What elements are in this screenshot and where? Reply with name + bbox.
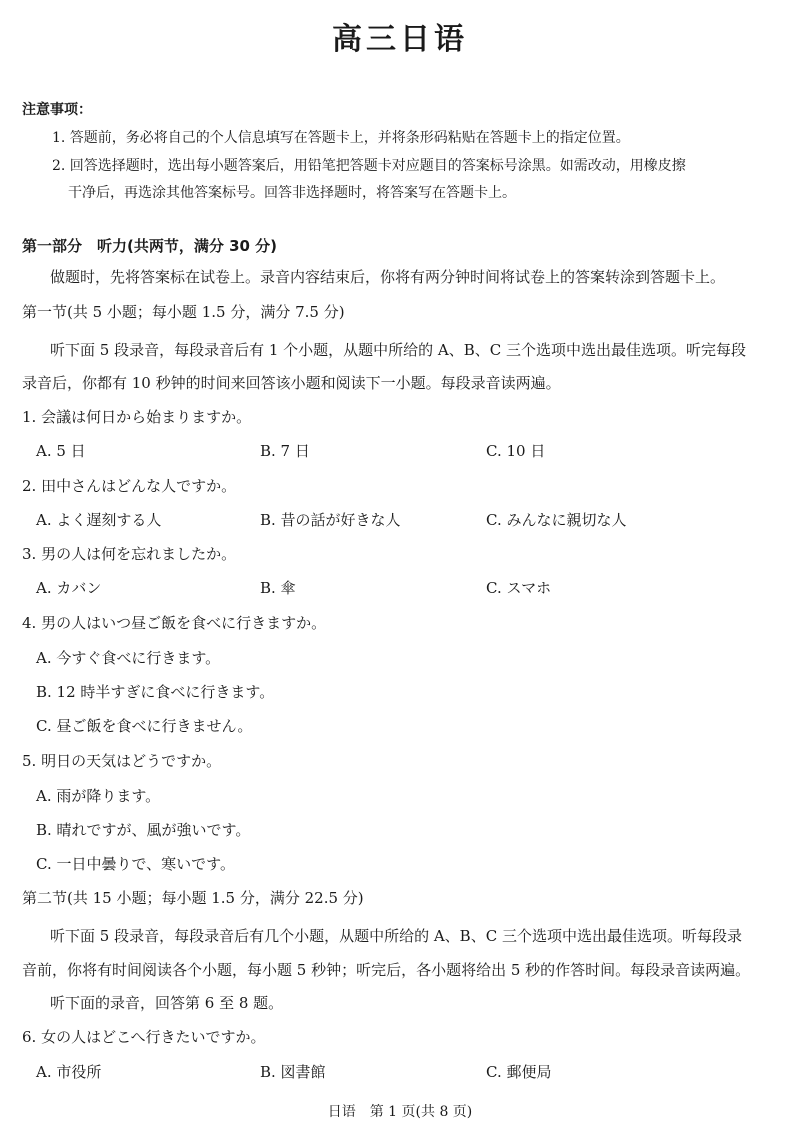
section2-instructions-1: 听下面 5 段录音，每段录音后有几个小题，从题中所给的 A、B、C 三个选项中选出最佳选项。听每段录: [50, 927, 742, 945]
section2-sub-instructions: 听下面的录音，回答第 6 至 8 题。: [50, 994, 284, 1012]
question-5-stem: 5. 明日の天気はどうですか。: [22, 752, 222, 770]
question-2-option-b: B. 昔の話が好きな人: [260, 511, 401, 529]
question-5-option-c: C. 一日中曇りで、寒いです。: [36, 855, 235, 873]
part1-heading: 第一部分 听力(共两节，满分 30 分): [22, 237, 278, 255]
question-2-option-a: A. よく遅刻する人: [36, 511, 162, 529]
section1-instructions-2: 录音后，你都有 10 秒钟的时间来回答该小题和阅读下一小题。每段录音读两遍。: [22, 374, 561, 392]
question-3-option-c: C. スマホ: [486, 579, 552, 597]
question-1-option-c: C. 10 日: [486, 442, 546, 460]
question-6-option-b: B. 図書館: [260, 1063, 326, 1081]
note-item-1: 1. 答题前，务必将自己的个人信息填写在答题卡上，并将条形码粘贴在答题卡上的指定位置。: [52, 130, 630, 146]
section1-instructions-1: 听下面 5 段录音，每段录音后有 1 个小题，从题中所给的 A、B、C 三个选项中选出最佳选项。听完每段: [50, 341, 747, 359]
section2-instructions-2: 音前，你将有时间阅读各个小题，每小题 5 秒钟；听完后，各小题将给出 5 秒的作答时间。每段录音读两遍。: [22, 961, 751, 979]
question-3-stem: 3. 男の人は何を忘れましたか。: [22, 545, 237, 563]
question-3-option-b: B. 傘: [260, 579, 296, 597]
question-2-stem: 2. 田中さんはどんな人ですか。: [22, 477, 237, 495]
section1-heading: 第一节(共 5 小题；每小题 1.5 分，满分 7.5 分): [22, 303, 345, 321]
page-footer: 日语 第 1 页(共 8 页): [327, 1104, 473, 1120]
question-6-stem: 6. 女の人はどこへ行きたいですか。: [22, 1028, 266, 1046]
question-2-option-c: C. みんなに親切な人: [486, 511, 627, 529]
question-6-option-a: A. 市役所: [36, 1063, 102, 1081]
question-1-option-a: A. 5 日: [36, 442, 86, 460]
question-5-option-b: B. 晴れですが、風が強いです。: [36, 821, 251, 839]
question-3-option-a: A. カバン: [36, 579, 102, 597]
question-5-option-a: A. 雨が降ります。: [36, 787, 161, 805]
question-1-option-b: B. 7 日: [260, 442, 310, 460]
note-item-2: 2. 回答选择题时，选出每小题答案后，用铅笔把答题卡对应题目的答案标号涂黑。如需改动，用橡皮擦: [52, 158, 686, 174]
page-title: 高三日语: [332, 22, 468, 57]
question-4-option-a: A. 今すぐ食べに行きます。: [36, 649, 221, 667]
section2-heading: 第二节(共 15 小题；每小题 1.5 分，满分 22.5 分): [22, 889, 364, 907]
note-item-2-cont: 干净后，再选涂其他答案标号。回答非选择题时，将答案写在答题卡上。: [68, 185, 516, 201]
question-4-stem: 4. 男の人はいつ昼ご飯を食べに行きますか。: [22, 614, 327, 632]
question-1-stem: 1. 会議は何日から始まりますか。: [22, 408, 252, 426]
question-6-option-c: C. 郵便局: [486, 1063, 552, 1081]
question-4-option-c: C. 昼ご飯を食べに行きません。: [36, 717, 253, 735]
part1-intro: 做题时，先将答案标在试卷上。录音内容结束后，你将有两分钟时间将试卷上的答案转涂到答题卡上。: [50, 268, 726, 286]
question-4-option-b: B. 12 時半すぎに食べに行きます。: [36, 683, 275, 701]
notes-heading: 注意事项：: [22, 102, 92, 118]
